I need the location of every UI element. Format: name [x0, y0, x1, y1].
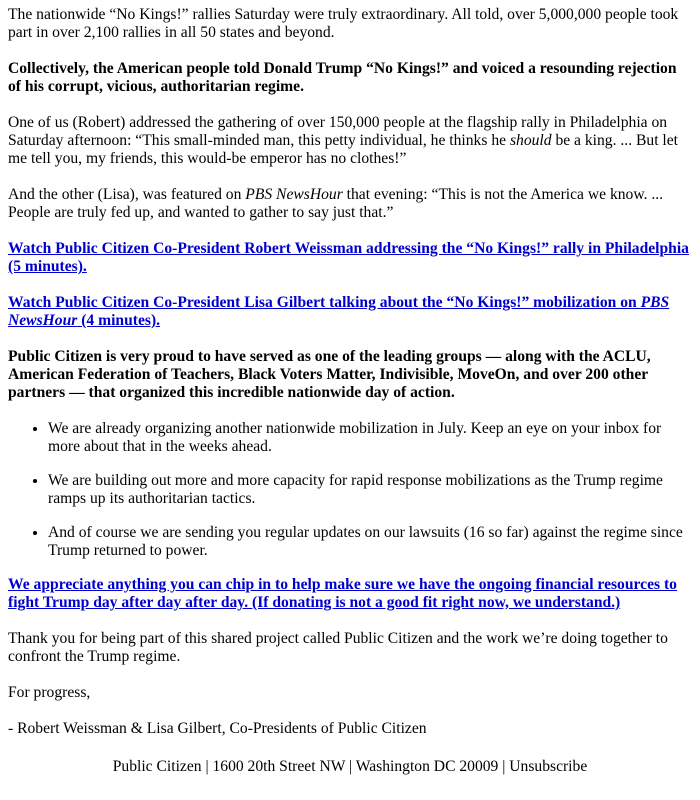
- lisa-text-1: And the other (Lisa), was featured on: [8, 186, 246, 203]
- robert-emphasis: should: [509, 132, 552, 149]
- donate-paragraph: [8, 576, 692, 612]
- proud-paragraph: Public Citizen is very proud to have served as one of the leading groups — along with the ACLU, American Federation of Teachers, Black Voters Matter, Indivisible, MoveOn, and over 200 other partners — that organized this incredible nationwide day of action.: [8, 348, 651, 401]
- robert-text-2: be a king. ... But let me tell you, my friends, this would-be emperor has no clothes!”: [8, 132, 679, 167]
- email-footer: [8, 758, 692, 776]
- list-item: • We are already organizing another nationwide mobilization in July. Keep an eye on your inbox for more about that in the weeks ahead.: [48, 420, 692, 456]
- footer-city: Washington DC 20009: [355, 758, 499, 775]
- footer-separator: |: [498, 758, 510, 775]
- signature-line: - Robert Weissman & Lisa Gilbert, Co-Presidents of Public Citizen: [8, 720, 427, 737]
- action-list: [8, 420, 692, 560]
- collective-paragraph: Collectively, the American people told Donald Trump “No Kings!” and voiced a resounding rejection of his corrupt, vicious, authoritarian regime.: [8, 60, 677, 95]
- list-item: • We are building out more and more capacity for rapid response mobilizations as the Trump regime ramps up its authoritarian tactics.: [48, 472, 692, 508]
- lisa-video-program: PBS NewsHour: [8, 294, 670, 329]
- robert-video-link[interactable]: Watch Public Citizen Co-President Robert Weissman addressing the “No Kings!” rally in Philadelphia (5 minutes).: [8, 240, 689, 275]
- lisa-video-text-1: Watch Public Citizen Co-President Lisa Gilbert talking about the “No Kings!” mobilization on: [8, 294, 641, 311]
- footer-org: Public Citizen: [112, 758, 202, 775]
- footer-address: 1600 20th Street NW: [212, 758, 346, 775]
- lisa-video-paragraph: [8, 294, 692, 330]
- lisa-paragraph: [8, 186, 692, 222]
- robert-video-paragraph: [8, 240, 692, 276]
- lisa-video-link[interactable]: [8, 294, 669, 329]
- donate-link[interactable]: We appreciate anything you can chip in to help make sure we have the ongoing financial resources to fight Trump day after day after day. (If donating is not a good fit right now, we understand.): [8, 576, 677, 611]
- thanks-paragraph: Thank you for being part of this shared project called Public Citizen and the work we’re doing together to confront the Trump regime.: [8, 630, 668, 665]
- intro-paragraph: The nationwide “No Kings!” rallies Saturday were truly extraordinary. All told, over 5,000,000 people took part in over 2,100 rallies in all 50 states and beyond.: [8, 6, 679, 41]
- footer-separator: |: [201, 758, 213, 775]
- lisa-program: PBS NewsHour: [245, 186, 343, 203]
- robert-paragraph: [8, 114, 692, 168]
- lisa-video-text-2: (4 minutes).: [77, 312, 161, 329]
- closing-line: For progress,: [8, 684, 91, 701]
- list-item: • And of course we are sending you regular updates on our lawsuits (16 so far) against the regime since Trump returned to power.: [48, 524, 692, 560]
- footer-separator: |: [345, 758, 356, 775]
- lisa-text-2: that evening: “This is not the America we know. ... People are truly fed up, and wanted to gather to say just that.”: [8, 186, 664, 221]
- robert-text-1: One of us (Robert) addressed the gathering of over 150,000 people at the flagship rally in Philadelphia on Saturday afternoon: “This small-minded man, this petty individual, he thinks he: [8, 114, 668, 149]
- unsubscribe-link[interactable]: Unsubscribe: [509, 758, 588, 775]
